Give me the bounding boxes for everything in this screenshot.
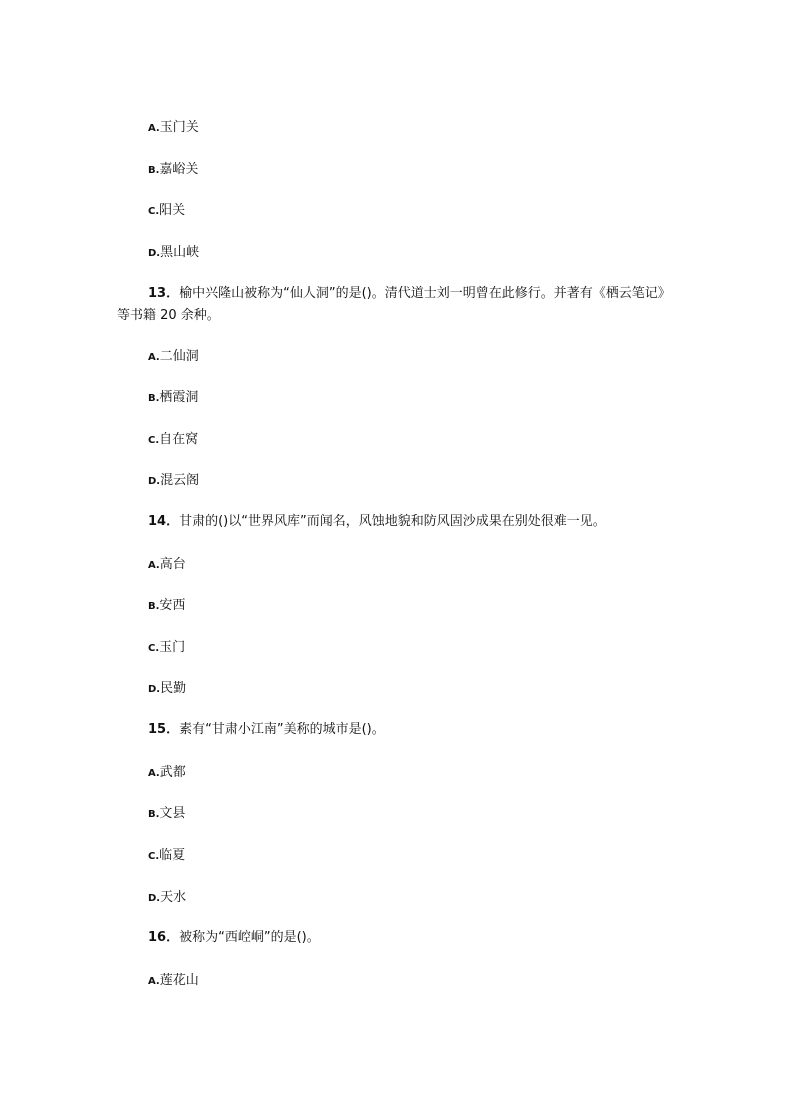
- option-c: [148, 639, 185, 658]
- option-text: 民勤: [160, 681, 187, 696]
- option-b: [148, 389, 198, 408]
- option-text: 嘉峪关: [159, 162, 199, 177]
- question-16: [117, 927, 677, 949]
- option-c: [148, 847, 185, 866]
- option-a: [148, 348, 199, 367]
- option-letter: B.: [148, 601, 160, 612]
- option-b: [148, 161, 198, 180]
- option-a: [148, 764, 186, 783]
- option-d: [148, 244, 199, 263]
- option-letter: A.: [148, 768, 160, 779]
- option-letter: A.: [148, 560, 160, 571]
- option-a: [148, 556, 186, 575]
- question-text: 榆中兴隆山被称为“仙人洞”的是()。清代道士刘一明曾在此修行。并著有《栖云笔记》等书籍 20 余种。: [117, 286, 671, 323]
- option-text: 安西: [159, 598, 186, 613]
- option-a: [148, 119, 199, 138]
- question-14: [117, 511, 677, 533]
- question-text: 被称为“西崆峒”的是()。: [179, 930, 320, 945]
- option-letter: B.: [148, 393, 160, 404]
- question-text: 素有“甘肃小江南”美称的城市是()。: [179, 722, 385, 737]
- option-text: 栖霞洞: [159, 390, 199, 405]
- option-d: [148, 680, 186, 699]
- option-text: 天水: [160, 890, 187, 905]
- option-letter: D.: [148, 248, 161, 259]
- option-d: [148, 472, 199, 491]
- question-15: [117, 719, 677, 741]
- option-text: 莲花山: [159, 973, 199, 988]
- option-text: 武都: [159, 765, 186, 780]
- option-letter: A.: [148, 976, 160, 987]
- option-text: 玉门关: [159, 120, 199, 135]
- option-c: [148, 431, 198, 450]
- option-b: [148, 805, 185, 824]
- question-number: 16．: [148, 930, 180, 945]
- option-d: [148, 889, 186, 908]
- option-letter: D.: [148, 893, 161, 904]
- option-text: 黑山峡: [160, 245, 200, 260]
- option-letter: B.: [148, 809, 160, 820]
- option-letter: A.: [148, 352, 160, 363]
- option-text: 临夏: [159, 848, 186, 863]
- option-letter: D.: [148, 476, 161, 487]
- option-text: 混云阁: [160, 473, 200, 488]
- option-text: 阳关: [159, 203, 186, 218]
- option-text: 文县: [159, 806, 186, 821]
- option-letter: C.: [148, 851, 160, 862]
- option-a: [148, 972, 199, 991]
- option-letter: C.: [148, 643, 160, 654]
- question-number: 13．: [148, 286, 180, 301]
- option-text: 玉门: [159, 640, 186, 655]
- option-text: 高台: [159, 557, 186, 572]
- option-letter: C.: [148, 435, 160, 446]
- question-text: 甘肃的()以“世界风库”而闻名，风蚀地貌和防风固沙成果在别处很难一见。: [179, 514, 606, 529]
- option-b: [148, 597, 185, 616]
- option-letter: A.: [148, 123, 160, 134]
- option-c: [148, 202, 185, 221]
- option-text: 自在窝: [159, 432, 199, 447]
- option-letter: B.: [148, 165, 160, 176]
- question-number: 15．: [148, 722, 180, 737]
- option-letter: C.: [148, 206, 160, 217]
- option-letter: D.: [148, 684, 161, 695]
- option-text: 二仙洞: [159, 349, 199, 364]
- question-13: [117, 283, 677, 327]
- question-number: 14．: [148, 514, 180, 529]
